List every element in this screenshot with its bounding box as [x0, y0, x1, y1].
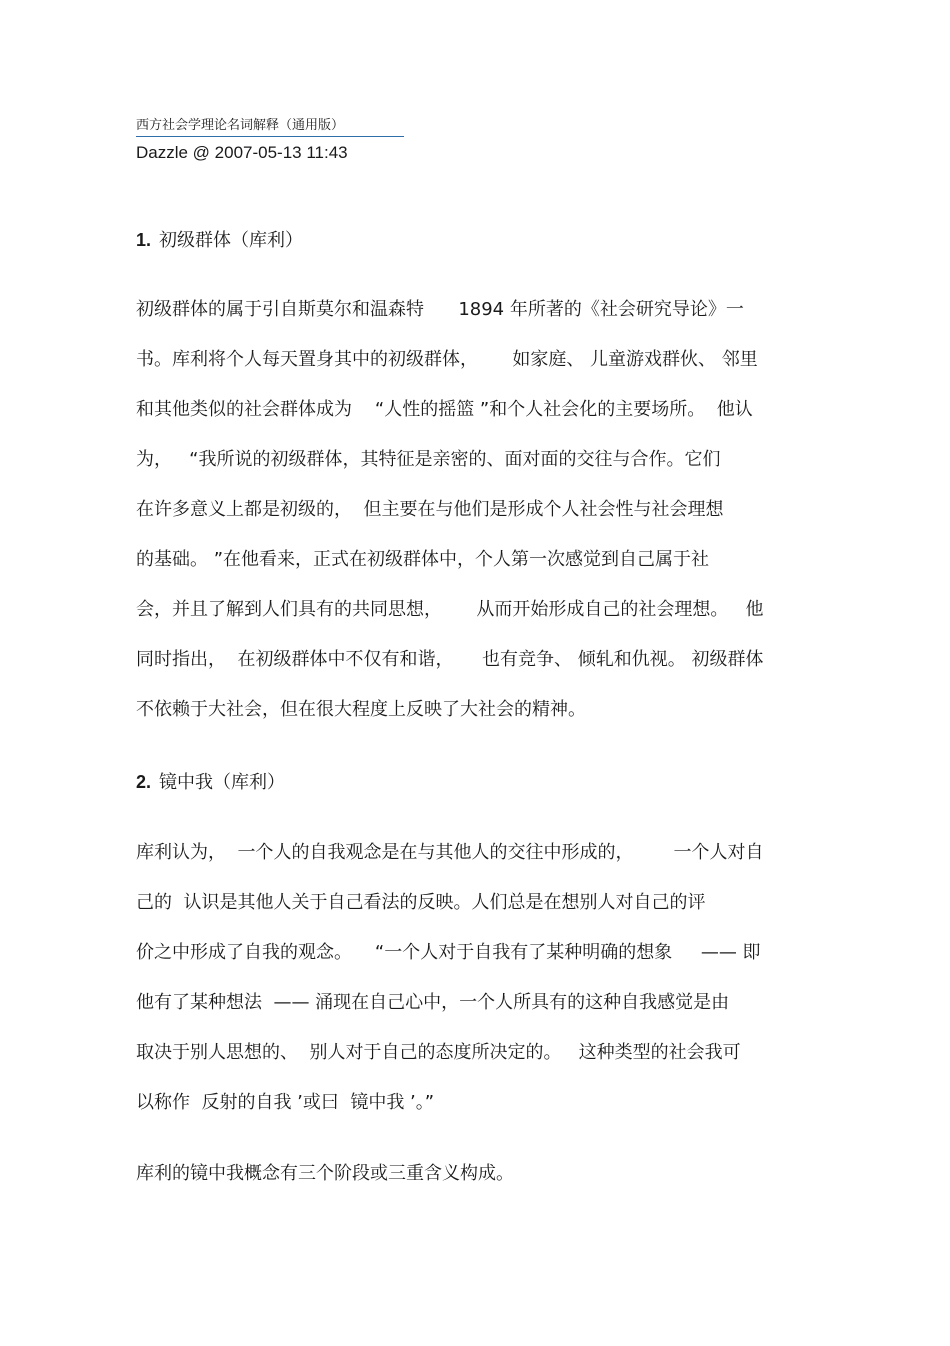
text-line: 价之中形成了自我的观念。 “一个人对于自我有了某种明确的想象 —— 即	[136, 942, 761, 963]
text-line: 同时指出， 在初级群体中不仅有和谐， 也有竞争、 倾轧和仇视。 初级群体	[136, 649, 764, 670]
text-line: 会，并且了解到人们具有的共同思想， 从而开始形成自己的社会理想。 他	[136, 599, 764, 620]
paragraph-looking-glass-self	[136, 828, 816, 1128]
article-title-link[interactable]: 西方社会学理论名词解释（通用版）	[136, 118, 345, 133]
section-title: 初级群体（库利）	[159, 230, 304, 250]
closing-paragraph	[136, 1149, 816, 1199]
text-line: 在许多意义上都是初级的， 但主要在与他们是形成个人社会性与社会理想	[136, 499, 724, 520]
text-line: 他有了某种想法 —— 涌现在自己心中，一个人所具有的这种自我感觉是由	[136, 992, 730, 1013]
section-number: 2.	[136, 772, 152, 792]
text-line: 为， “我所说的初级群体，其特征是亲密的、面对面的交往与合作。它们	[136, 449, 721, 470]
text-line: 库利认为， 一个人的自我观念是在与其他人的交往中形成的， 一个人对自	[136, 842, 764, 863]
text-line: 书。库利将个人每天置身其中的初级群体， 如家庭、 儿童游戏群伙、 邻里	[136, 349, 758, 370]
text-line: 以称作 反射的自我 ’或曰 镜中我 ’。”	[136, 1092, 435, 1113]
section-number: 1.	[136, 230, 152, 250]
text-line: 的基础。 ”在他看来，正式在初级群体中，个人第一次感觉到自己属于社	[136, 549, 710, 570]
text-line: 和其他类似的社会群体成为 “人性的摇篮 ”和个人社会化的主要场所。 他认	[136, 399, 753, 420]
text-line: 库利的镜中我概念有三个阶段或三重含义构成。	[136, 1163, 514, 1184]
text-line: 初级群体的属于引自斯莫尔和温森特 1894 年所著的《社会研究导论》一	[136, 299, 744, 320]
section-heading-1	[136, 229, 303, 251]
section-title: 镜中我（库利）	[159, 772, 286, 792]
title-underline	[136, 136, 404, 137]
text-line: 不依赖于大社会，但在很大程度上反映了大社会的精神。	[136, 699, 586, 720]
author-date-line: Dazzle @ 2007-05-13 11:43	[136, 143, 348, 162]
paragraph-primary-group	[136, 285, 816, 735]
text-line: 取决于别人思想的、 别人对于自己的态度所决定的。 这种类型的社会我可	[136, 1042, 741, 1063]
section-heading-2	[136, 771, 285, 793]
text-line: 己的 认识是其他人关于自己看法的反映。人们总是在想别人对自己的评	[136, 892, 706, 913]
